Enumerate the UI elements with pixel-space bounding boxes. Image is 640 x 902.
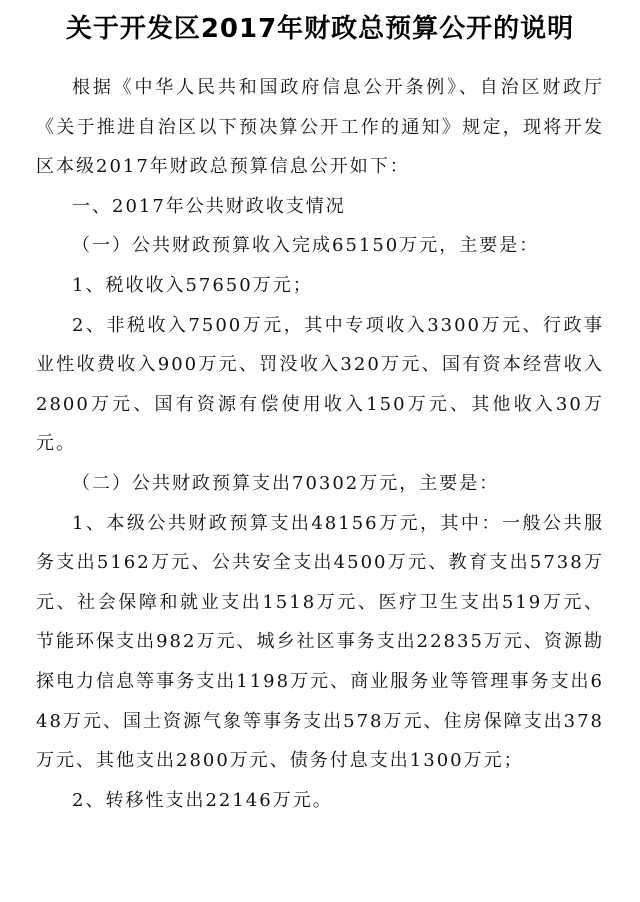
section-heading-budget-overview: 一、2017年公共财政收支情况	[72, 195, 346, 217]
document-title: 关于开发区2017年财政总预算公开的说明	[65, 14, 575, 44]
paragraph-non-tax-revenue: 2、非税收入7500万元，其中专项收入3300万元、行政事业性收费收入900万元、罚没收入320万元、国有资本经营收入2800万元、国有资源有偿使用收入150万元、其他收入30万元。	[36, 314, 604, 455]
paragraph-tax-revenue: 1、税收收入57650万元；	[72, 274, 313, 296]
subsection-heading-revenue: （一）公共财政预算收入完成65150万元，主要是：	[72, 235, 540, 257]
paragraph-transfer-expenditure: 2、转移性支出22146万元。	[72, 789, 333, 811]
subsection-heading-expenditure: （二）公共财政预算支出70302万元，主要是：	[72, 472, 500, 494]
paragraph-local-expenditure: 1、本级公共财政预算支出48156万元，其中：一般公共服务支出5162万元、公共安全支出4500万元、教育支出5738万元、社会保障和就业支出1518万元、医疗卫生支出519万元、节能环保支出982万元、城乡社区事务支出22835万元、资源勘探电力信息等事务支出1198万元、商业服务业等管理事务支出648万元、国土资源气象等事务支出578万元、住房保障支出378万元、其他支出2800万元、债务付息支出1300万元；	[36, 512, 604, 772]
paragraph-intro: 根据《中华人民共和国政府信息公开条例》、自治区财政厅《关于推进自治区以下预决算公开工作的通知》规定，现将开发区本级2017年财政总预算信息公开如下：	[36, 77, 604, 178]
document-body	[36, 68, 604, 820]
